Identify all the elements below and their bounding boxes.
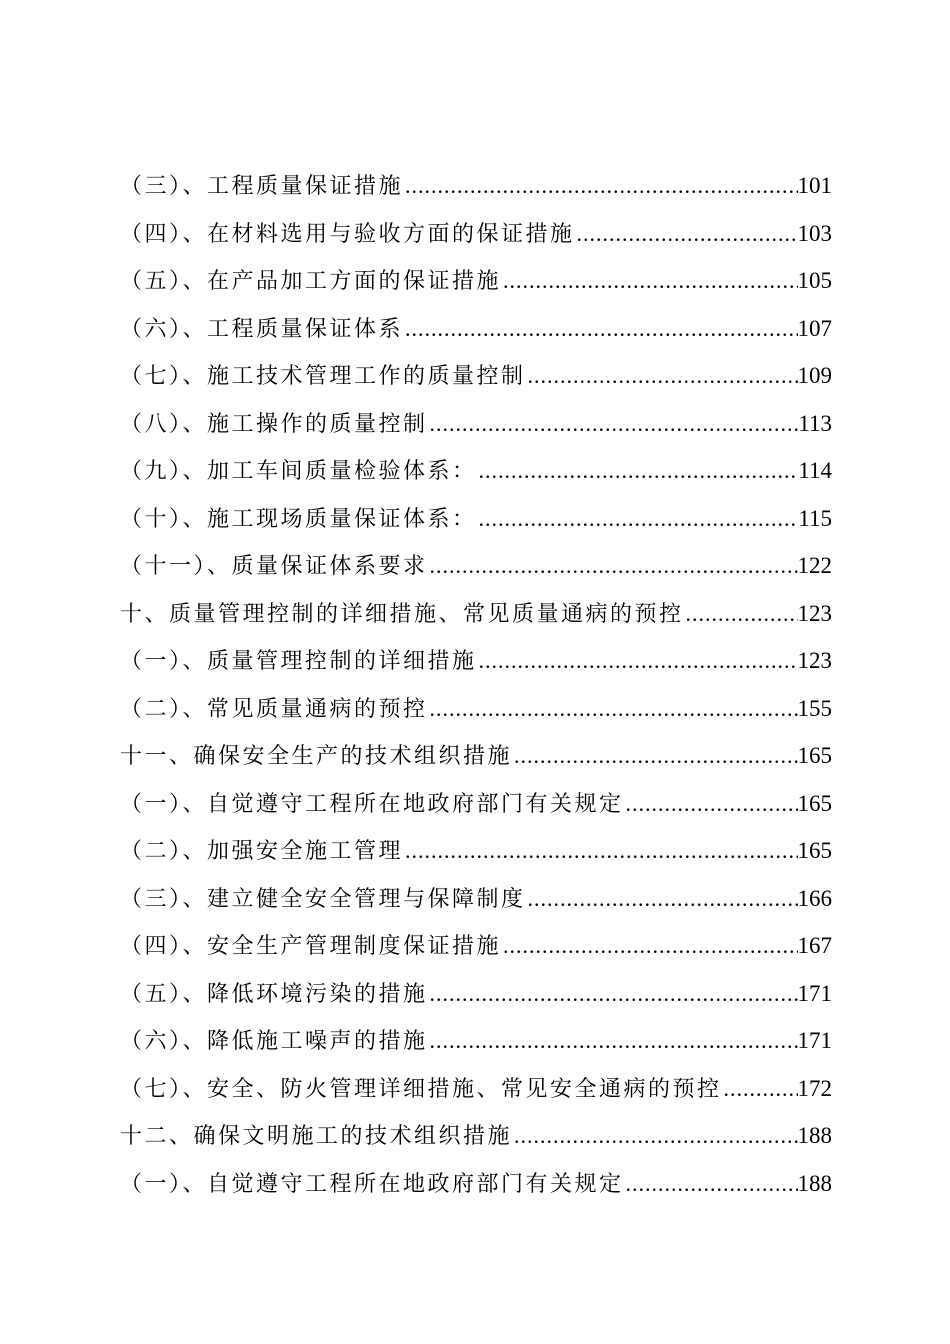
toc-entry-title: （七）、安全、防火管理详细措施、常见安全通病的预控 (120, 1076, 722, 1102)
toc-entry-page: 115 (798, 505, 832, 531)
toc-entry-title: （五）、在产品加工方面的保证措施 (120, 269, 502, 294)
toc-entry-page: 155 (797, 695, 832, 721)
toc-entry[interactable] (120, 1112, 832, 1160)
toc-entry-title: （一）、自觉遵守工程所在地政府部门有关规定 (120, 791, 624, 817)
toc-entry-title: （九）、加工车间质量检验体系： (120, 459, 477, 484)
toc-entry-page: 171 (797, 980, 832, 1006)
toc-entry[interactable] (120, 1160, 832, 1208)
toc-entry[interactable] (120, 685, 832, 733)
toc-dot-leader (428, 400, 799, 448)
toc-dot-leader (501, 922, 797, 970)
toc-entry[interactable] (120, 305, 832, 353)
toc-entry[interactable] (120, 590, 832, 638)
toc-entry-page: 188 (797, 1123, 832, 1148)
toc-dot-leader (501, 257, 797, 305)
toc-dot-leader (403, 305, 797, 353)
toc-entry[interactable] (120, 922, 832, 970)
toc-entry[interactable] (120, 1065, 832, 1113)
toc-entry[interactable] (120, 732, 832, 780)
toc-dot-leader (722, 1065, 798, 1113)
toc-entry[interactable] (120, 447, 832, 495)
toc-entry-page: 165 (797, 743, 832, 768)
toc-entry-title: 十一、确保安全生产的技术组织措施 (120, 744, 513, 769)
toc-dot-leader (624, 1160, 798, 1208)
toc-entry-title: （四）、在材料选用与验收方面的保证措施 (120, 221, 575, 247)
toc-entry-title: （二）、常见质量通病的预控 (120, 696, 428, 722)
toc-entry[interactable] (120, 162, 832, 210)
toc-entry-title: （四）、安全生产管理制度保证措施 (120, 934, 502, 959)
toc-entry-page: 171 (797, 1028, 832, 1053)
toc-entry-title: 十、质量管理控制的详细措施、常见质量通病的预控 (120, 601, 684, 627)
toc-entry[interactable] (120, 637, 832, 685)
toc-entry[interactable] (120, 970, 832, 1018)
toc-entry-title: （六）、降低施工噪声的措施 (120, 1029, 428, 1054)
toc-entry-page: 103 (797, 220, 832, 246)
toc-entry-title: （三）、工程质量保证措施 (120, 174, 404, 199)
toc-dot-leader (477, 447, 799, 495)
toc-entry-page: 123 (797, 600, 832, 626)
toc-dot-leader (684, 590, 798, 638)
toc-dot-leader (624, 780, 798, 828)
toc-entry-page: 107 (797, 315, 832, 341)
toc-entry-title: （十）、施工现场质量保证体系： (120, 506, 477, 532)
toc-entry-page: 167 (797, 933, 832, 958)
toc-entry-page: 101 (797, 173, 832, 198)
toc-entry-page: 188 (797, 1170, 832, 1196)
toc-entry[interactable] (120, 210, 832, 258)
toc-dot-leader (403, 827, 797, 875)
toc-entry-title: （八）、施工操作的质量控制 (120, 411, 428, 437)
toc-dot-leader (428, 685, 798, 733)
toc-dot-leader (526, 352, 798, 400)
toc-entry[interactable] (120, 827, 832, 875)
toc-dot-leader (512, 732, 797, 780)
toc-entry-page: 113 (798, 410, 832, 436)
toc-dot-leader (526, 875, 798, 923)
toc-entry-page: 122 (797, 553, 832, 578)
toc-entry[interactable] (120, 1017, 832, 1065)
toc-entry-title: （一）、自觉遵守工程所在地政府部门有关规定 (120, 1171, 624, 1197)
toc-entry-page: 114 (798, 458, 832, 483)
toc-entry[interactable] (120, 352, 832, 400)
toc-entry-title: 十二、确保文明施工的技术组织措施 (120, 1124, 513, 1149)
toc-entry-page: 172 (797, 1075, 832, 1101)
toc-entry-page: 165 (797, 790, 832, 816)
toc-dot-leader (428, 970, 798, 1018)
toc-entry-title: （二）、加强安全施工管理 (120, 839, 404, 864)
toc-entry-page: 165 (797, 838, 832, 863)
toc-dot-leader (428, 1017, 798, 1065)
toc-entry-title: （六）、工程质量保证体系 (120, 316, 404, 342)
toc-dot-leader (403, 162, 797, 210)
toc-entry-title: （三）、建立健全安全管理与保障制度 (120, 886, 526, 912)
toc-dot-leader (512, 1112, 797, 1160)
toc-dot-leader (477, 637, 798, 685)
toc-entry-title: （一）、质量管理控制的详细措施 (120, 649, 477, 674)
toc-entry[interactable] (120, 780, 832, 828)
toc-entry[interactable] (120, 875, 832, 923)
table-of-contents (120, 162, 832, 1207)
toc-entry-title: （十一）、质量保证体系要求 (120, 554, 428, 579)
toc-dot-leader (575, 210, 798, 258)
toc-dot-leader (428, 542, 798, 590)
toc-entry[interactable] (120, 257, 832, 305)
toc-entry-page: 109 (797, 363, 832, 388)
toc-entry-page: 105 (797, 268, 832, 293)
toc-entry-title: （七）、施工技术管理工作的质量控制 (120, 364, 526, 389)
toc-entry[interactable] (120, 542, 832, 590)
toc-entry[interactable] (120, 495, 832, 543)
toc-entry[interactable] (120, 400, 832, 448)
toc-entry-page: 123 (797, 648, 832, 673)
toc-entry-title: （五）、降低环境污染的措施 (120, 981, 428, 1007)
toc-dot-leader (477, 495, 799, 543)
toc-entry-page: 166 (797, 885, 832, 911)
